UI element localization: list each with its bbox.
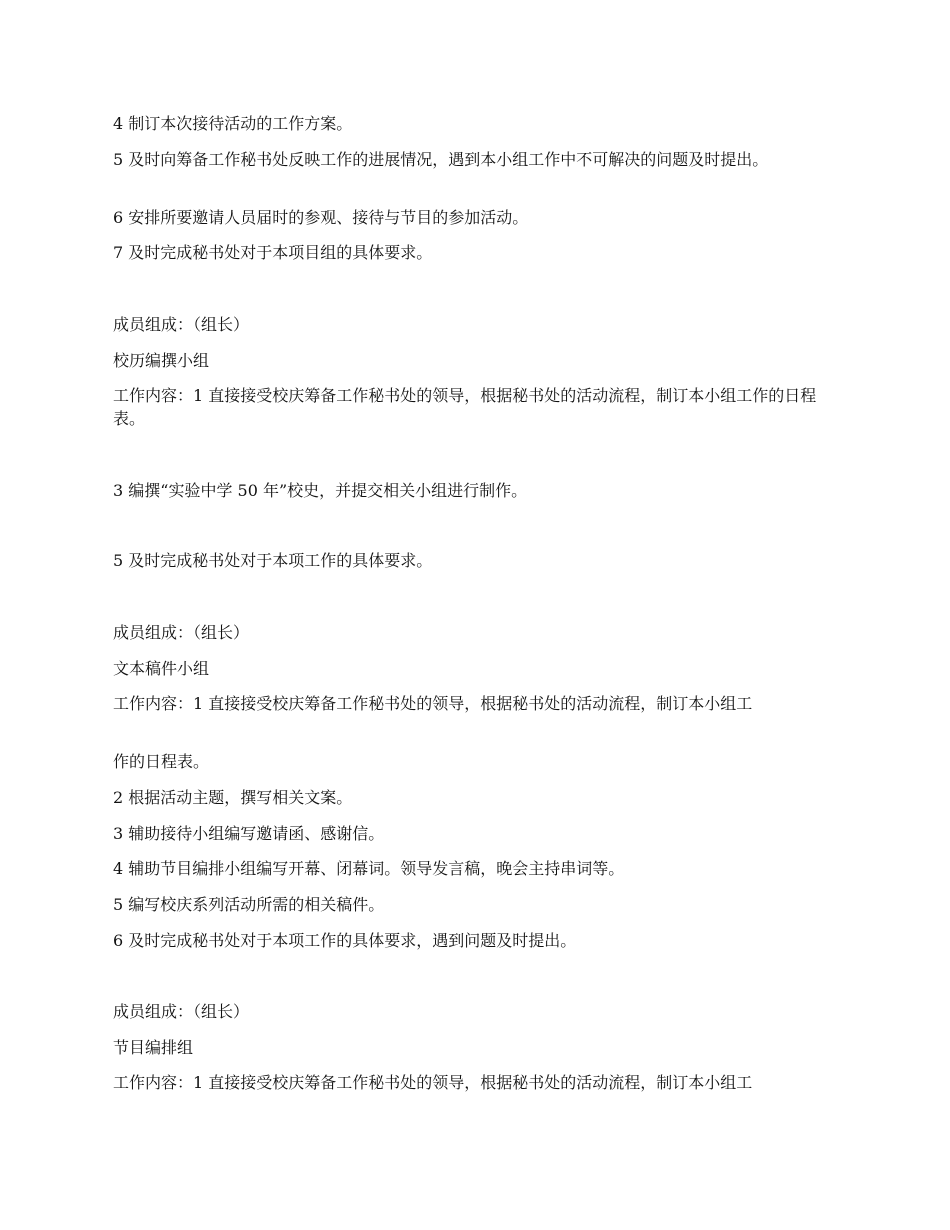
paragraph: 作的日程表。	[113, 752, 210, 771]
paragraph: 3 辅助接待小组编写邀请函、感谢信。	[113, 824, 385, 843]
section-title: 文本稿件小组	[113, 659, 210, 678]
paragraph: 6 安排所要邀请人员届时的参观、接待与节目的参加活动。	[113, 208, 529, 227]
paragraph: 3 编撰“实验中学 50 年”校史，并提交相关小组进行制作。	[113, 481, 528, 500]
paragraph: 6 及时完成秘书处对于本项工作的具体要求，遇到问题及时提出。	[113, 931, 577, 950]
paragraph: 工作内容：1 直接接受校庆筹备工作秘书处的领导，根据秘书处的活动流程，制订本小组工	[113, 1073, 753, 1092]
members-line: 成员组成：（组长）	[113, 1002, 250, 1021]
paragraph: 工作内容：1 直接接受校庆筹备工作秘书处的领导，根据秘书处的活动流程，制订本小组工作的日程表。	[113, 386, 817, 428]
paragraph: 工作内容：1 直接接受校庆筹备工作秘书处的领导，根据秘书处的活动流程，制订本小组工	[113, 694, 753, 713]
paragraph: 7 及时完成秘书处对于本项目组的具体要求。	[113, 243, 433, 262]
paragraph: 2 根据活动主题，撰写相关文案。	[113, 788, 353, 807]
section-title: 校历编撰小组	[113, 351, 210, 370]
paragraph: 5 及时完成秘书处对于本项工作的具体要求。	[113, 551, 433, 570]
paragraph: 5 及时向筹备工作秘书处反映工作的进展情况，遇到本小组工作中不可解决的问题及时提出。	[113, 150, 769, 169]
paragraph: 4 辅助节目编排小组编写开幕、闭幕词。领导发言稿，晚会主持串词等。	[113, 859, 625, 878]
members-line: 成员组成：（组长）	[113, 623, 250, 642]
members-line: 成员组成：（组长）	[113, 315, 250, 334]
paragraph: 5 编写校庆系列活动所需的相关稿件。	[113, 895, 385, 914]
paragraph: 4 制订本次接待活动的工作方案。	[113, 114, 353, 133]
section-title: 节目编排组	[113, 1038, 194, 1057]
